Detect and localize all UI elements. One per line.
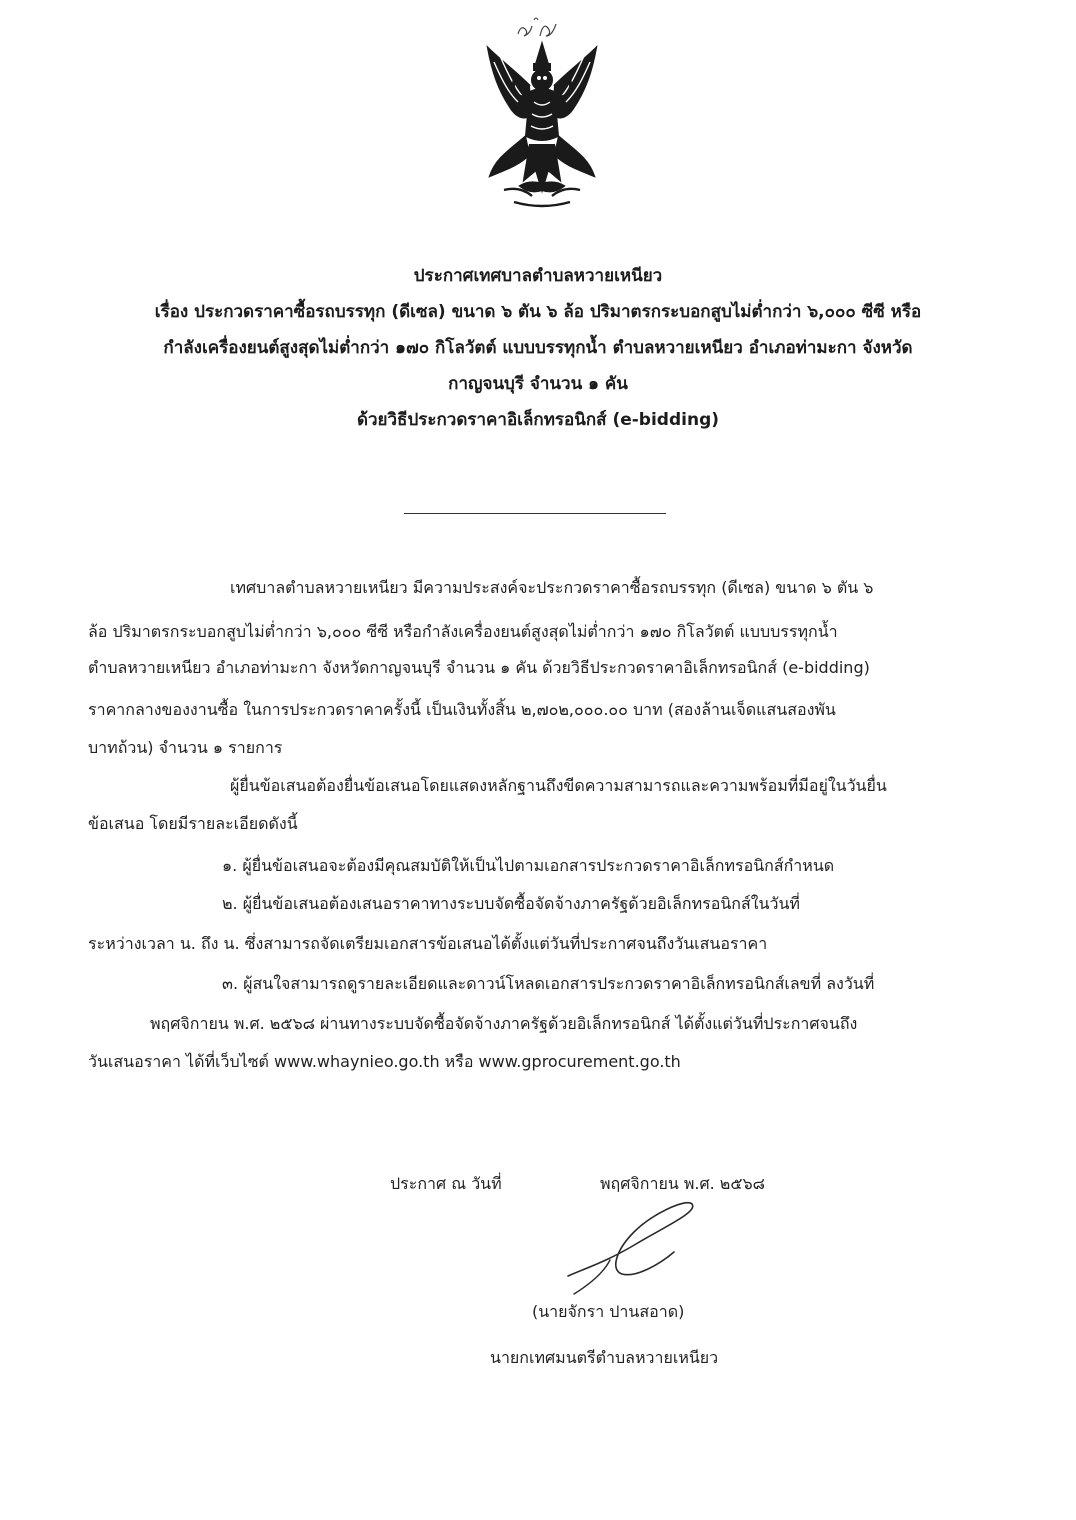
list-item-2-line-2: ระหว่างเวลา น. ถึง น. ซึ่งสามารถจัดเตรียมเอกสารข้อเสนอได้ตั้งแต่วันที่ประกาศจนถึงวันเสนอราคา	[88, 934, 768, 953]
title-line-5: ด้วยวิธีประกวดราคาอิเล็กทรอนิกส์ (e-bidding)	[356, 410, 720, 430]
list-item-2-line-1: ๒. ผู้ยื่นข้อเสนอต้องเสนอราคาทางระบบจัดซื้อจัดจ้างภาครัฐด้วยอิเล็กทรอนิกส์ในวันที่	[222, 894, 800, 913]
garuda-emblem-icon	[484, 40, 600, 210]
title-line-2: เรื่อง ประกวดราคาซื้อรถบรรทุก (ดีเซล) ขนาด ๖ ตัน ๖ ล้อ ปริมาตรกระบอกสูบไม่ต่ำกว่า ๖,๐๐๐ ซีซี หรือ	[154, 302, 922, 322]
body-paragraph-2-line-1: ผู้ยื่นข้อเสนอต้องยื่นข้อเสนอโดยแสดงหลักฐานถึงขีดความสามารถและความพร้อมที่มีอยู่ในวันยื่น	[230, 776, 887, 795]
body-paragraph-2-line-2: ข้อเสนอ โดยมีรายละเอียดดังนี้	[88, 814, 298, 833]
announce-date: พฤศจิกายน พ.ศ. ๒๕๖๘	[600, 1174, 765, 1193]
signature-mark	[556, 1198, 706, 1308]
signer-position: นายกเทศมนตรีตำบลหวายเหนียว	[490, 1348, 719, 1367]
body-paragraph-1-line-2: ล้อ ปริมาตรกระบอกสูบไม่ต่ำกว่า ๖,๐๐๐ ซีซี หรือกำลังเครื่องยนต์สูงสุดไม่ต่ำกว่า ๑๗๐ กิโลวัตต์ แบบบรรทุกน้ำ	[88, 622, 838, 641]
list-item-3-line-1: ๓. ผู้สนใจสามารถดูรายละเอียดและดาวน์โหลดเอกสารประกวดราคาอิเล็กทรอนิกส์เลขที่ ลงวันที่	[222, 974, 875, 993]
body-paragraph-1-line-1: เทศบาลตำบลหวายเหนียว มีความประสงค์จะประกวดราคาซื้อรถบรรทุก (ดีเซล) ขนาด ๖ ตัน ๖	[230, 578, 874, 597]
title-divider	[404, 513, 666, 514]
body-paragraph-1-line-3: ตำบลหวายเหนียว อำเภอท่ามะกา จังหวัดกาญจนบุรี จำนวน ๑ คัน ด้วยวิธีประกวดราคาอิเล็กทรอนิกส์ (e-bidding)	[88, 658, 870, 677]
list-item-1: ๑. ผู้ยื่นข้อเสนอจะต้องมีคุณสมบัติให้เป็นไปตามเอกสารประกวดราคาอิเล็กทรอนิกส์กำหนด	[222, 856, 835, 875]
title-line-3: กำลังเครื่องยนต์สูงสุดไม่ต่ำกว่า ๑๗๐ กิโลวัตต์ แบบบรรทุกน้ำ ตำบลหวายเหนียว อำเภอท่ามะกา จังหวัด	[163, 338, 913, 358]
body-paragraph-1-line-5: บาทถ้วน) จำนวน ๑ รายการ	[88, 738, 283, 757]
body-paragraph-1-line-4: ราคากลางของงานซื้อ ในการประกวดราคาครั้งนี้ เป็นเงินทั้งสิ้น ๒,๗๐๒,๐๐๐.๐๐ บาท (สองล้านเจ็ดแสนสองพัน	[88, 700, 836, 719]
title-line-4: กาญจนบุรี จำนวน ๑ คัน	[448, 374, 628, 394]
title-line-1: ประกาศเทศบาลตำบลหวายเหนียว	[413, 266, 663, 286]
announce-date-prefix: ประกาศ ณ วันที่	[390, 1174, 502, 1193]
list-item-3-line-2: พฤศจิกายน พ.ศ. ๒๕๖๘ ผ่านทางระบบจัดซื้อจัดจ้างภาครัฐด้วยอิเล็กทรอนิกส์ ได้ตั้งแต่วันที่ประกาศจนถึง	[150, 1014, 858, 1033]
list-item-3-line-3: วันเสนอราคา ได้ที่เว็บไซต์ www.whaynieo.go.th หรือ www.gprocurement.go.th	[88, 1052, 681, 1071]
signer-name: (นายจักรา ปานสอาด)	[532, 1302, 685, 1321]
announcement-title	[60, 258, 1016, 438]
